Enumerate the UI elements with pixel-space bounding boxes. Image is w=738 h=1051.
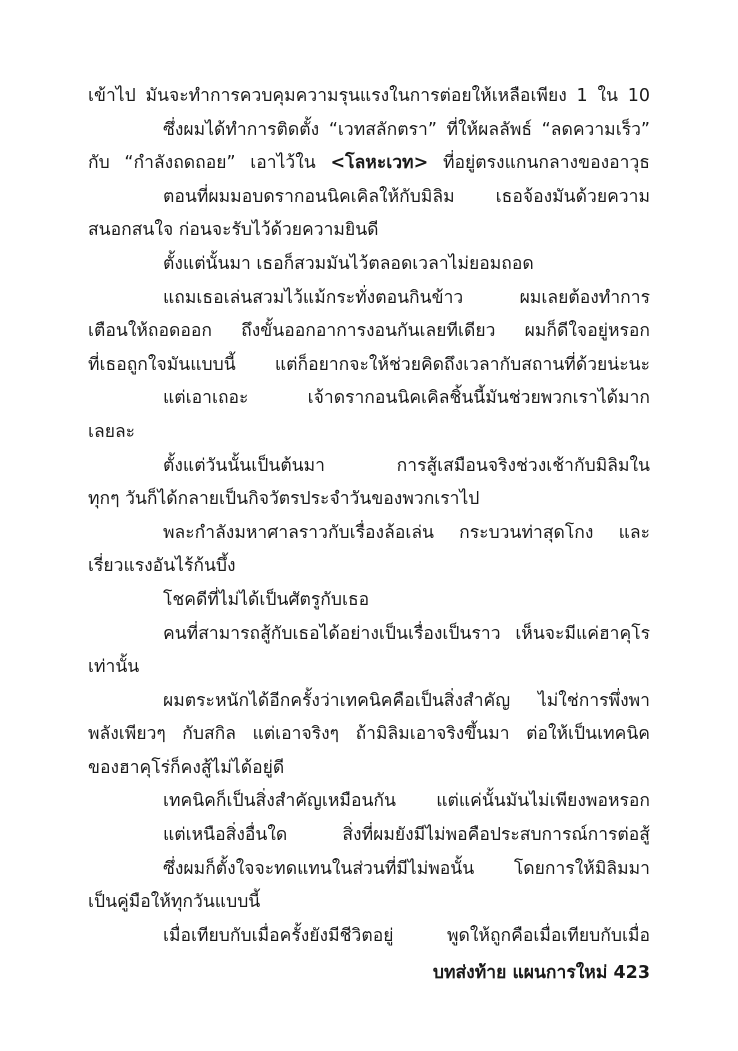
text-line: ซึ่งผมได้ทำการติดตั้ง “เวทสลักตรา” ที่ให้ผลลัพธ์ “ลดความเร็ว” <box>163 119 650 140</box>
text-line: เทคนิคก็เป็นสิ่งสำคัญเหมือนกัน แต่แค่นั้นมันไม่เพียงพอหรอก <box>163 791 650 812</box>
text-line: เข้าไป มันจะทำการควบคุมความรุนแรงในการต่อยให้เหลือเพียง 1 ใน 10 <box>88 86 650 106</box>
text-line: แถมเธอเล่นสวมไว้แม้กระทั่งตอนกินข้าว ผมเลยต้องทำการ <box>163 287 650 308</box>
text-line <box>88 147 650 181</box>
body-text <box>88 80 650 953</box>
text-line: แต่เหนือสิ่งอื่นใด สิ่งที่ผมยังมีไม่พอคือประสบการณ์การต่อสู้ <box>163 825 650 846</box>
text-line: เท่านั้น <box>88 657 140 678</box>
text-line: โชคดีที่ไม่ได้เป็นศัตรูกับเธอ <box>163 589 370 610</box>
line-text: กับ “กำลังถดถอย” เอาไว้ใน <box>88 153 316 174</box>
text-line: ผมตระหนักได้อีกครั้งว่าเทคนิคคือเป็นสิ่งสำคัญ ไม่ใช่การพึ่งพา <box>163 690 650 711</box>
text-line: ตอนที่ผมมอบดรากอนนิคเคิลให้กับมิลิม เธอจ้องมันด้วยความ <box>163 186 650 207</box>
text-line: สนอกสนใจ ก่อนจะรับไว้ด้วยความยินดี <box>88 220 379 241</box>
text-line: เลยละ <box>88 421 136 442</box>
text-line: ที่เธอถูกใจมันแบบนี้ แต่ก็อยากจะให้ช่วยคิดถึงเวลากับสถานที่ด้วยน่ะนะ <box>88 354 650 375</box>
text-line: คนที่สามารถสู้กับเธอได้อย่างเป็นเรื่องเป็นราว เห็นจะมีแค่ฮาคุโร <box>163 623 650 644</box>
text-line: เรี่ยวแรงอันไร้ก้นบึ้ง <box>88 556 236 577</box>
line-text-after: ที่อยู่ตรงแกนกลางของอาวุธ <box>442 153 650 174</box>
text-line: ซึ่งผมก็ตั้งใจจะทดแทนในส่วนที่มีไม่พอนั้น โดยการให้มิลิมมา <box>163 858 650 879</box>
text-line: เมื่อเทียบกับเมื่อครั้งยังมีชีวิตอยู่ พูดให้ถูกคือเมื่อเทียบกับเมื่อ <box>163 925 650 946</box>
text-line: แต่เอาเถอะ เจ้าดรากอนนิคเคิลชิ้นนี้มันช่วยพวกเราได้มาก <box>163 388 650 409</box>
text-line: ตั้งแต่วันนั้นเป็นต้นมา การสู้เสมือนจริงช่วงเช้ากับมิลิมใน <box>163 455 650 476</box>
page-footer: บทส่งท้าย แผนการใหม่ 423 <box>432 963 650 983</box>
text-line: ของฮาคุโร่ก็คงสู้ไม่ได้อยู่ดี <box>88 757 285 778</box>
text-line: พลังเพียวๆ กับสกิล แต่เอาจริงๆ ถ้ามิลิมเอาจริงขึ้นมา ต่อให้เป็นเทคนิค <box>88 724 650 745</box>
emphasized-term: <โลหะเวท> <box>330 153 429 174</box>
text-line: เป็นคู่มือให้ทุกวันแบบนี้ <box>88 892 261 913</box>
text-line: เตือนให้ถอดออก ถึงขั้นออกอาการงอนกันเลยทีเดียว ผมก็ดีใจอยู่หรอก <box>88 321 650 342</box>
text-line: ทุกๆ วันก็ได้กลายเป็นกิจวัตรประจำวันของพวกเราไป <box>88 489 480 510</box>
text-line: พละกำลังมหาศาลราวกับเรื่องล้อเล่น กระบวนท่าสุดโกง และ <box>163 522 650 543</box>
text-line: ตั้งแต่นั้นมา เธอก็สวมมันไว้ตลอดเวลาไม่ยอมถอด <box>163 253 534 274</box>
